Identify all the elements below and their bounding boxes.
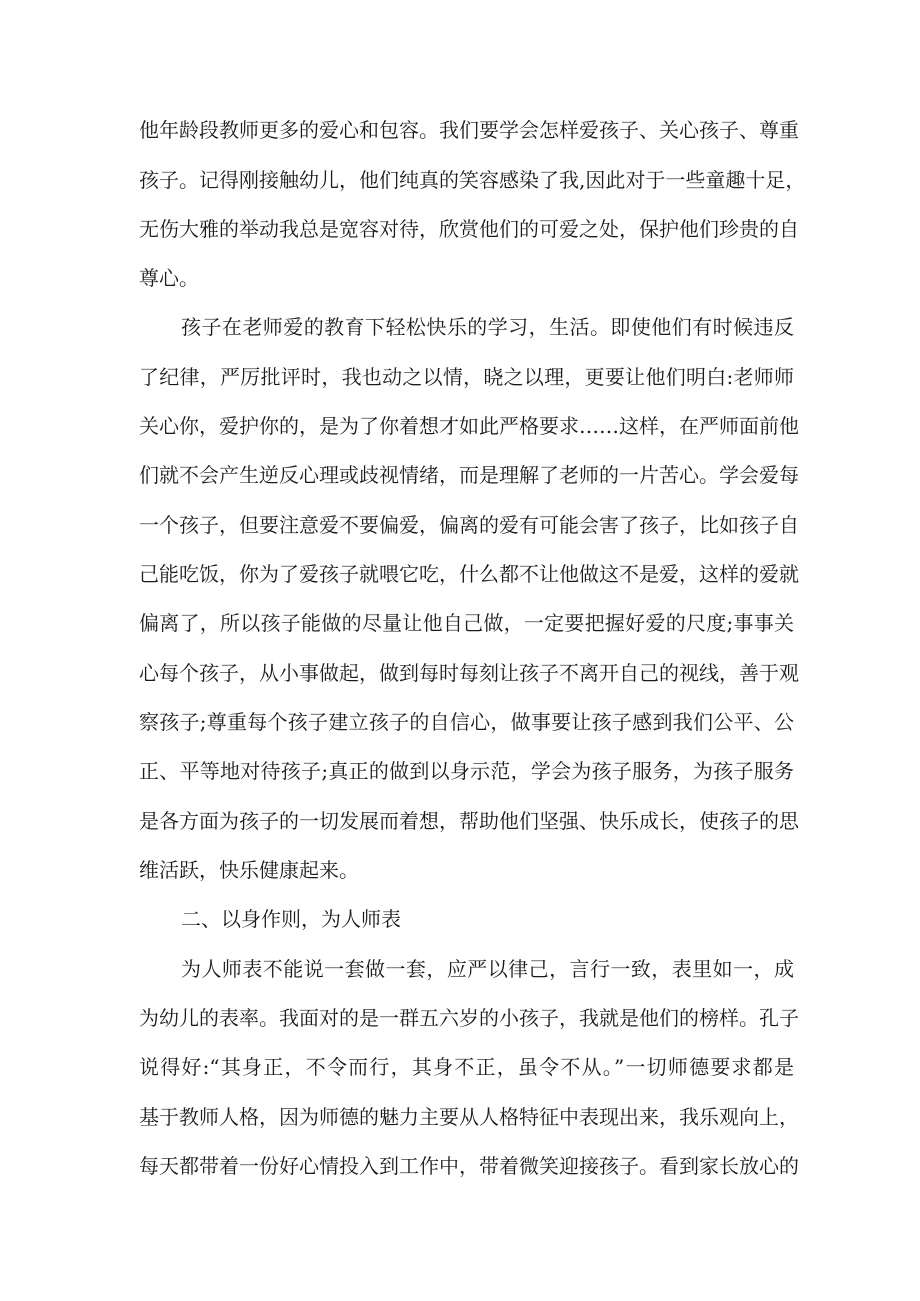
paragraph-2-line-11: 是各方面为孩子的一切发展而着想，帮助他们坚强、快乐成长，使孩子的思 [139,809,799,833]
paragraph-3-line-4: 基于教师人格，因为师德的魅力主要从人格特征中表现出来，我乐观向上， [139,1105,799,1129]
paragraph-1-line-1: 他年龄段教师更多的爱心和包容。我们要学会怎样爱孩子、关心孩子、尊重 [139,118,799,142]
paragraph-2-line-2: 了纪律，严厉批评时，我也动之以情，晓之以理，更要让他们明白:老师师 [139,365,794,389]
paragraph-2-line-6: 己能吃饭，你为了爱孩子就喂它吃，什么都不让他做这不是爱，这样的爱就 [139,562,799,586]
paragraph-3-line-2: 为幼儿的表率。我面对的是一群五六岁的小孩子，我就是他们的榜样。孔子 [139,1006,799,1030]
paragraph-1-line-4: 尊心。 [139,266,199,290]
paragraph-1-line-3: 无伤大雅的举动我总是宽容对待，欣赏他们的可爱之处，保护他们珍贵的自 [139,217,799,241]
paragraph-2-line-1: 孩子在老师爱的教育下轻松快乐的学习，生活。即使他们有时候违反 [181,315,794,339]
paragraph-2-line-3: 关心你，爱护你的，是为了你着想才如此严格要求……这样，在严师面前他 [139,414,799,438]
paragraph-2-line-9: 察孩子;尊重每个孩子建立孩子的自信心，做事要让孩子感到我们公平、公 [139,710,794,734]
paragraph-2-line-8: 心每个孩子，从小事做起，做到每时每刻让孩子不离开自己的视线，善于观 [139,661,799,685]
paragraph-3-line-5: 每天都带着一份好心情投入到工作中，带着微笑迎接孩子。看到家长放心的 [139,1154,799,1178]
section-heading: 二、以身作则，为人师表 [181,907,401,931]
paragraph-2-line-7: 偏离了，所以孩子能做的尽量让他自己做，一定要把握好爱的尺度;事事关 [139,611,794,635]
paragraph-3-line-3: 说得好:“其身正，不令而行，其身不正，虽令不从。”一切师德要求都是 [139,1055,794,1079]
paragraph-1-line-2: 孩子。记得刚接触幼儿，他们纯真的笑容感染了我,因此对于一些童趣十足， [139,168,806,192]
paragraph-2-line-4: 们就不会产生逆反心理或歧视情绪，而是理解了老师的一片苦心。学会爱每 [139,463,799,487]
paragraph-3-line-1: 为人师表不能说一套做一套，应严以律己，言行一致，表里如一，成 [181,957,794,981]
paragraph-2-line-5: 一个孩子，但要注意爱不要偏爱，偏离的爱有可能会害了孩子，比如孩子自 [139,513,799,537]
paragraph-2-line-10: 正、平等地对待孩子;真正的做到以身示范，学会为孩子服务，为孩子服务 [139,759,794,783]
paragraph-2-line-12: 维活跃，快乐健康起来。 [139,858,359,882]
